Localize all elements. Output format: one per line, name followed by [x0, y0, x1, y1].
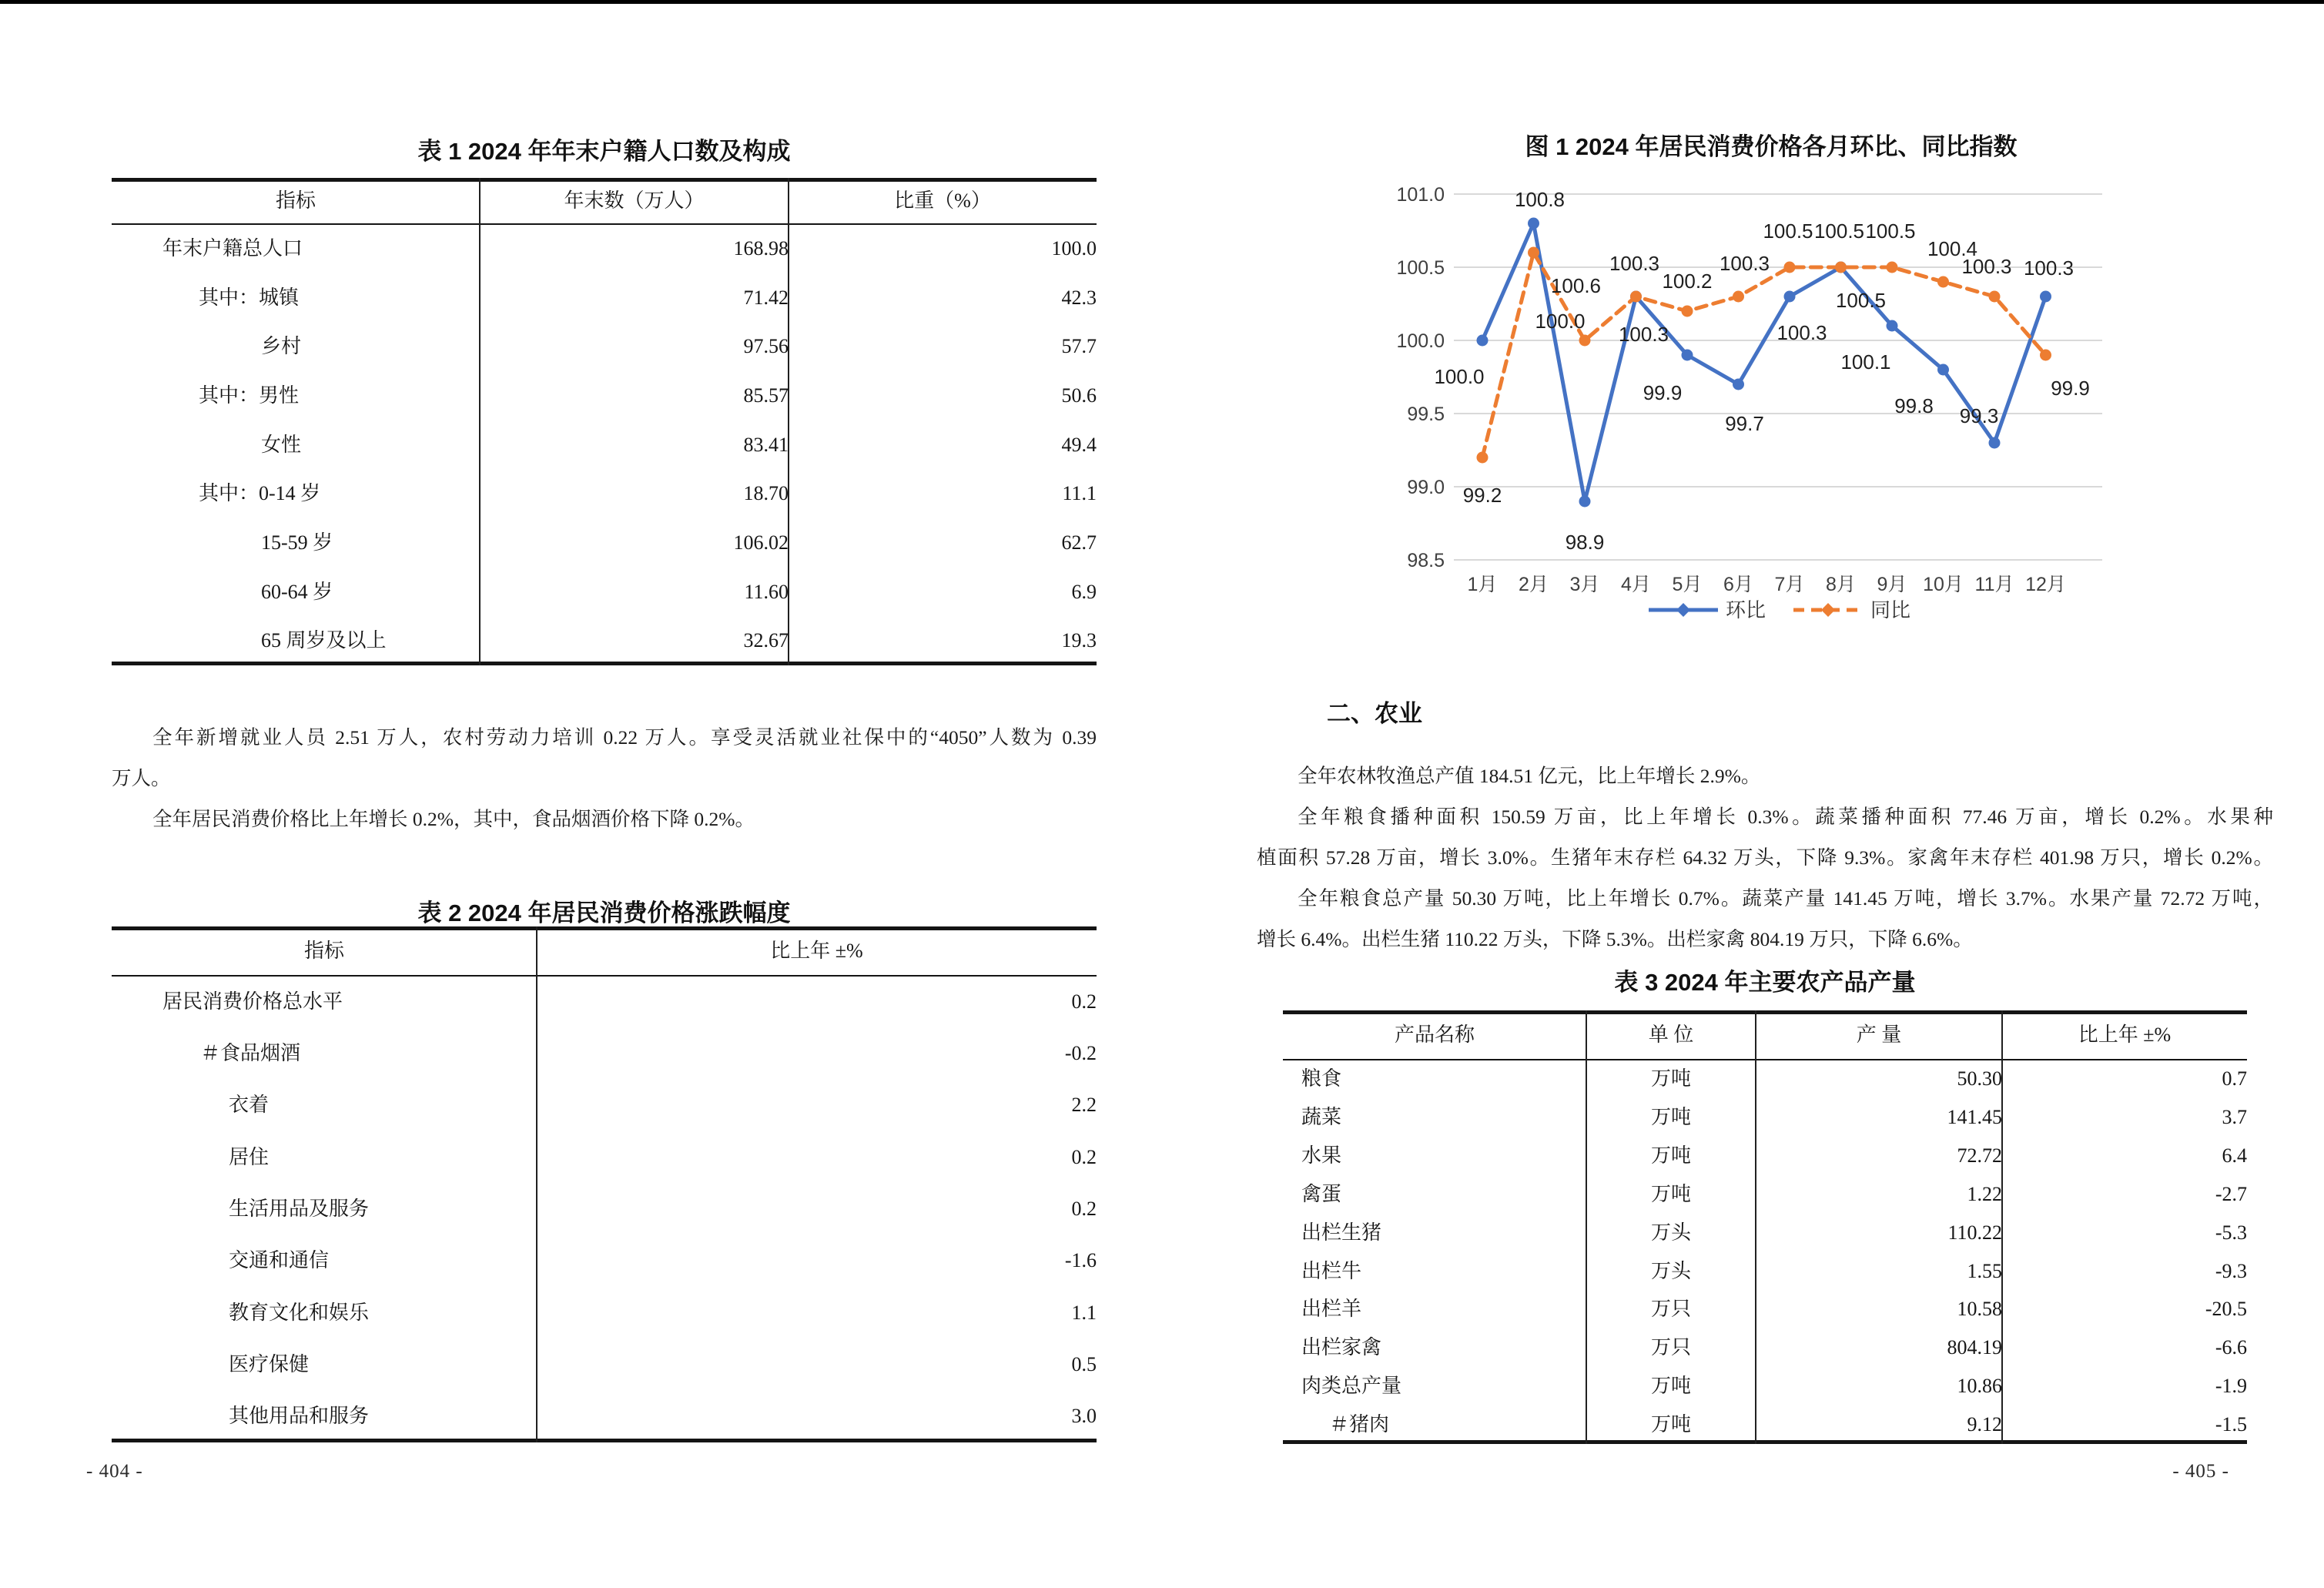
- table-row-label: ＃食品烟酒: [200, 1042, 301, 1064]
- data-point-label: 100.5: [1835, 289, 1887, 312]
- table-header-cell: 比上年 ±%: [2078, 1023, 2172, 1047]
- table-cell: 71.42: [743, 286, 789, 309]
- table1-population: [112, 178, 1097, 665]
- paragraph-grain-output: [1257, 878, 2273, 960]
- x-axis-tick-label: 5月: [1672, 574, 1703, 595]
- text-line: 万人。: [112, 767, 171, 789]
- data-point-label: 100.8: [1514, 188, 1566, 211]
- x-axis-tick-label: 2月: [1519, 574, 1549, 595]
- table-cell: 49.4: [1061, 433, 1097, 456]
- table-cell: -6.6: [2215, 1336, 2247, 1359]
- x-axis-tick-label: 12月: [2025, 574, 2066, 595]
- data-point-label: 100.3: [1961, 255, 2012, 278]
- y-axis-tick-label: 98.5: [1407, 550, 1445, 571]
- data-point-marker: [1630, 291, 1642, 303]
- x-axis-tick-label: 11月: [1974, 574, 2014, 595]
- table1-title: 表 1 2024 年年末户籍人口数及构成: [417, 138, 791, 165]
- data-point-marker: [1835, 262, 1847, 273]
- data-point-label: 99.8: [1894, 394, 1934, 417]
- x-axis-tick-label: 8月: [1826, 574, 1856, 595]
- data-point-marker: [1989, 437, 2001, 449]
- table-cell: -2.7: [2215, 1182, 2247, 1205]
- table-cell: 0.2: [1071, 1197, 1097, 1220]
- table-cell: 万吨: [1650, 1067, 1691, 1090]
- text-line: 植面积 57.28 万亩，增长 3.0%。生猪年末存栏 64.32 万头，下降 9.3%。家禽年末存栏 401.98 万只，增长 0.2%。: [1257, 846, 2273, 869]
- table-header-cell: 指标: [303, 940, 344, 963]
- table-cell: 106.02: [733, 531, 789, 554]
- data-point-marker: [1528, 218, 1539, 229]
- table-cell: 万吨: [1650, 1144, 1691, 1167]
- data-point-label: 99.3: [1959, 404, 1999, 427]
- table-header-cell: 比重（%）: [894, 189, 991, 213]
- table2-title: 表 2 2024 年居民消费价格涨跌幅度: [417, 900, 791, 926]
- table-cell: 万头: [1650, 1259, 1691, 1282]
- table-cell: 50.6: [1061, 384, 1097, 407]
- text-line: 全年粮食总产量 50.30 万吨，比上年增长 0.7%。蔬菜产量 141.45 万吨，增长 3.7%。水果产量 72.72 万吨，: [1298, 887, 2273, 910]
- y-axis-tick-label: 100.0: [1396, 330, 1445, 352]
- table-cell: -9.3: [2215, 1259, 2247, 1282]
- text-line: 增长 6.4%。出栏生猪 110.22 万头，下降 5.3%。出栏家禽 804.19 万只，下降 6.6%。: [1257, 928, 1973, 950]
- table-cell: 10.58: [1957, 1298, 2002, 1321]
- data-point-label: 100.3: [1776, 321, 1827, 344]
- table-cell: -1.6: [1064, 1249, 1097, 1272]
- table-cell: 18.70: [743, 482, 789, 505]
- figure1-title: 图 1 2024 年居民消费价格各月环比、同比指数: [1525, 133, 2018, 160]
- legend-marker-yoy: [1821, 603, 1835, 617]
- table-header-cell: 比上年 ±%: [770, 940, 863, 963]
- page-number-right: - 405 -: [2172, 1461, 2229, 1482]
- table-header-cell: 指标: [275, 189, 316, 213]
- table-cell: 168.98: [733, 236, 789, 260]
- x-axis-tick-label: 6月: [1723, 574, 1753, 595]
- table-cell: 62.7: [1061, 531, 1097, 554]
- table-row-label: 生活用品及服务: [229, 1197, 370, 1220]
- table-row-label: 其中：男性: [199, 384, 300, 407]
- table-cell: 11.1: [1062, 482, 1097, 505]
- table-cell: 万头: [1650, 1221, 1691, 1244]
- legend-marker-mom: [1676, 603, 1690, 617]
- data-point-label: 98.9: [1565, 531, 1605, 554]
- table-row-label: 医疗保健: [229, 1352, 310, 1375]
- table-cell: 0.2: [1071, 990, 1097, 1013]
- table-cell: 0.5: [1071, 1352, 1097, 1375]
- data-point-label: 100.3: [1609, 252, 1660, 275]
- section-heading-agriculture: 二、农业: [1327, 700, 1422, 727]
- table-row-label: 65 周岁及以上: [261, 629, 387, 652]
- table-row-label: 乡村: [261, 335, 302, 358]
- table-cell: 0.2: [1071, 1145, 1097, 1168]
- table-cell: 10.86: [1957, 1375, 2002, 1398]
- table-header-cell: 年末数（万人）: [564, 189, 705, 213]
- data-point-marker: [1579, 335, 1591, 347]
- data-point-label: 100.3: [1719, 252, 1770, 275]
- data-point-marker: [1733, 379, 1744, 390]
- table-cell: 6.4: [2222, 1144, 2247, 1167]
- table-row-label: 居民消费价格总水平: [162, 990, 343, 1013]
- data-point-marker: [1477, 335, 1488, 347]
- text-line: 全年农林牧渔总产值 184.51 亿元，比上年增长 2.9%。: [1298, 765, 1761, 787]
- x-axis-tick-label: 7月: [1774, 574, 1805, 595]
- table-cell: 57.7: [1061, 335, 1097, 358]
- table-header-cell: 单 位: [1648, 1023, 1694, 1047]
- paragraph-sown-area: [1257, 796, 2273, 878]
- x-axis-tick-label: 4月: [1621, 574, 1651, 595]
- table3-title: 表 3 2024 年主要农产品产量: [1614, 969, 1916, 996]
- table-cell: 万吨: [1650, 1413, 1691, 1436]
- data-point-marker: [1989, 291, 2001, 303]
- x-axis-tick-label: 3月: [1569, 574, 1600, 595]
- table-cell: 85.57: [743, 384, 789, 407]
- data-point-marker: [2040, 291, 2051, 303]
- data-point-marker: [1579, 496, 1591, 508]
- data-point-label: 99.9: [1643, 381, 1683, 404]
- table-row-label: 60-64 岁: [261, 580, 333, 603]
- table-cell: 72.72: [1957, 1144, 2002, 1167]
- table-header-cell: 产品名称: [1394, 1023, 1475, 1047]
- table-row-label: 肉类总产量: [1301, 1375, 1402, 1398]
- table-cell: 9.12: [1967, 1413, 2002, 1436]
- table-row-label: 粮食: [1301, 1067, 1342, 1090]
- data-point-marker: [1887, 262, 1898, 273]
- data-point-label: 100.4: [1927, 237, 1978, 260]
- page-number-left: - 404 -: [86, 1461, 143, 1482]
- data-point-label: 100.3: [1618, 323, 1669, 346]
- data-point-marker: [1887, 320, 1898, 332]
- table-cell: -0.2: [1064, 1042, 1097, 1064]
- data-point-label: 99.2: [1462, 484, 1502, 507]
- table-cell: -20.5: [2205, 1298, 2247, 1321]
- data-point-label: 100.2: [1662, 270, 1713, 293]
- paragraph-cpi: [112, 799, 1097, 839]
- table-row-label: 15-59 岁: [261, 531, 333, 554]
- data-point-label: 100.3: [2023, 256, 2075, 280]
- table-cell: 1.22: [1967, 1182, 2002, 1205]
- table-cell: 2.2: [1071, 1094, 1097, 1117]
- table-cell: -5.3: [2215, 1221, 2247, 1244]
- table-cell: 1.55: [1967, 1259, 2002, 1282]
- data-point-label: 99.9: [2051, 377, 2090, 400]
- data-point-marker: [1682, 306, 1693, 317]
- table-row-label: 出栏牛: [1301, 1259, 1362, 1282]
- table-cell: 83.41: [743, 433, 789, 456]
- y-axis-tick-label: 99.0: [1407, 477, 1445, 498]
- table-row-label: ＃猪肉: [1329, 1413, 1390, 1436]
- data-point-marker: [1937, 276, 1949, 288]
- table-cell: 3.7: [2222, 1105, 2247, 1128]
- x-axis-tick-label: 10月: [1923, 574, 1964, 595]
- data-point-label: 100.1: [1840, 350, 1891, 374]
- table-row-label: 其中：0-14 岁: [199, 482, 321, 505]
- legend-label-yoy: 同比: [1870, 598, 1911, 621]
- y-axis-tick-label: 101.0: [1396, 184, 1445, 206]
- table-row-label: 女性: [261, 433, 302, 456]
- paragraph-employment: [112, 717, 1097, 799]
- table-row-label: 交通和通信: [229, 1249, 330, 1272]
- data-point-marker: [1937, 364, 1949, 376]
- table-row-label: 水果: [1301, 1144, 1342, 1167]
- table3-farm-products: [1283, 1010, 2247, 1444]
- data-point-label: 100.5: [1763, 219, 1813, 243]
- text-line: 全年居民消费价格比上年增长 0.2%，其中，食品烟酒价格下降 0.2%。: [152, 808, 755, 830]
- table-header-cell: 产 量: [1856, 1023, 1902, 1047]
- table-cell: 万吨: [1650, 1375, 1691, 1398]
- table-cell: 42.3: [1061, 286, 1097, 309]
- table-cell: -1.5: [2215, 1413, 2247, 1436]
- table-cell: 804.19: [1947, 1336, 2002, 1359]
- table-row-label: 禽蛋: [1301, 1182, 1342, 1205]
- table-row-label: 衣着: [229, 1094, 270, 1117]
- table-cell: -1.9: [2215, 1375, 2247, 1398]
- table-cell: 97.56: [743, 335, 789, 358]
- paragraph-agriculture-output: [1257, 755, 2273, 796]
- table-row-label: 教育文化和娱乐: [229, 1301, 370, 1324]
- table-cell: 50.30: [1957, 1067, 2002, 1090]
- y-axis-tick-label: 100.5: [1396, 257, 1445, 279]
- table-cell: 19.3: [1061, 629, 1097, 652]
- x-axis-tick-label: 1月: [1467, 574, 1498, 595]
- table-cell: 32.67: [743, 629, 789, 652]
- table-row-label: 年末户籍总人口: [162, 236, 303, 260]
- y-axis-tick-label: 99.5: [1407, 404, 1445, 425]
- table-cell: 3.0: [1071, 1405, 1097, 1428]
- data-point-marker: [1733, 291, 1744, 303]
- table-cell: 100.0: [1051, 236, 1097, 260]
- table-cell: 6.9: [1071, 580, 1097, 603]
- legend-label-mom: 环比: [1726, 598, 1766, 621]
- data-point-label: 100.6: [1550, 274, 1602, 297]
- x-axis-tick-label: 9月: [1877, 574, 1907, 595]
- table-cell: 110.22: [1947, 1221, 2002, 1244]
- table2-cpi-changes: [112, 926, 1097, 1442]
- scan-edge: [0, 0, 2324, 4]
- table-cell: 141.45: [1947, 1105, 2002, 1128]
- text-line: 全年新增就业人员 2.51 万人，农村劳动力培训 0.22 万人。享受灵活就业社保中的“4050”人数为 0.39: [152, 726, 1097, 749]
- data-point-marker: [1784, 291, 1796, 303]
- data-point-marker: [1784, 262, 1796, 273]
- table-cell: 万吨: [1650, 1105, 1691, 1128]
- table-cell: 11.60: [744, 580, 789, 603]
- table-cell: 万只: [1650, 1336, 1691, 1359]
- table-cell: 万吨: [1650, 1182, 1691, 1205]
- table-row-label: 其他用品和服务: [229, 1405, 370, 1428]
- table-cell: 0.7: [2222, 1067, 2247, 1090]
- data-point-marker: [2040, 350, 2051, 361]
- data-point-label: 100.5: [1865, 219, 1916, 243]
- data-point-label: 100.0: [1535, 310, 1586, 333]
- table-row-label: 出栏生猪: [1301, 1221, 1382, 1244]
- data-point-label: 99.7: [1725, 412, 1764, 435]
- data-point-label: 100.0: [1434, 365, 1485, 388]
- data-point-marker: [1528, 247, 1539, 259]
- table-row-label: 其中：城镇: [199, 286, 300, 309]
- data-point-marker: [1477, 452, 1488, 464]
- table-row-label: 出栏家禽: [1301, 1336, 1382, 1359]
- data-point-label: 100.5: [1813, 219, 1865, 243]
- data-point-marker: [1682, 350, 1693, 361]
- table-cell: 万只: [1650, 1298, 1691, 1321]
- figure1-line-chart: [1378, 166, 2172, 666]
- table-row-label: 居住: [229, 1145, 270, 1168]
- table-row-label: 蔬菜: [1301, 1105, 1342, 1128]
- table-row-label: 出栏羊: [1301, 1298, 1362, 1321]
- text-line: 全年粮食播种面积 150.59 万亩，比上年增长 0.3%。蔬菜播种面积 77.46 万亩，增长 0.2%。水果种: [1298, 806, 2273, 828]
- table-cell: 1.1: [1071, 1301, 1097, 1324]
